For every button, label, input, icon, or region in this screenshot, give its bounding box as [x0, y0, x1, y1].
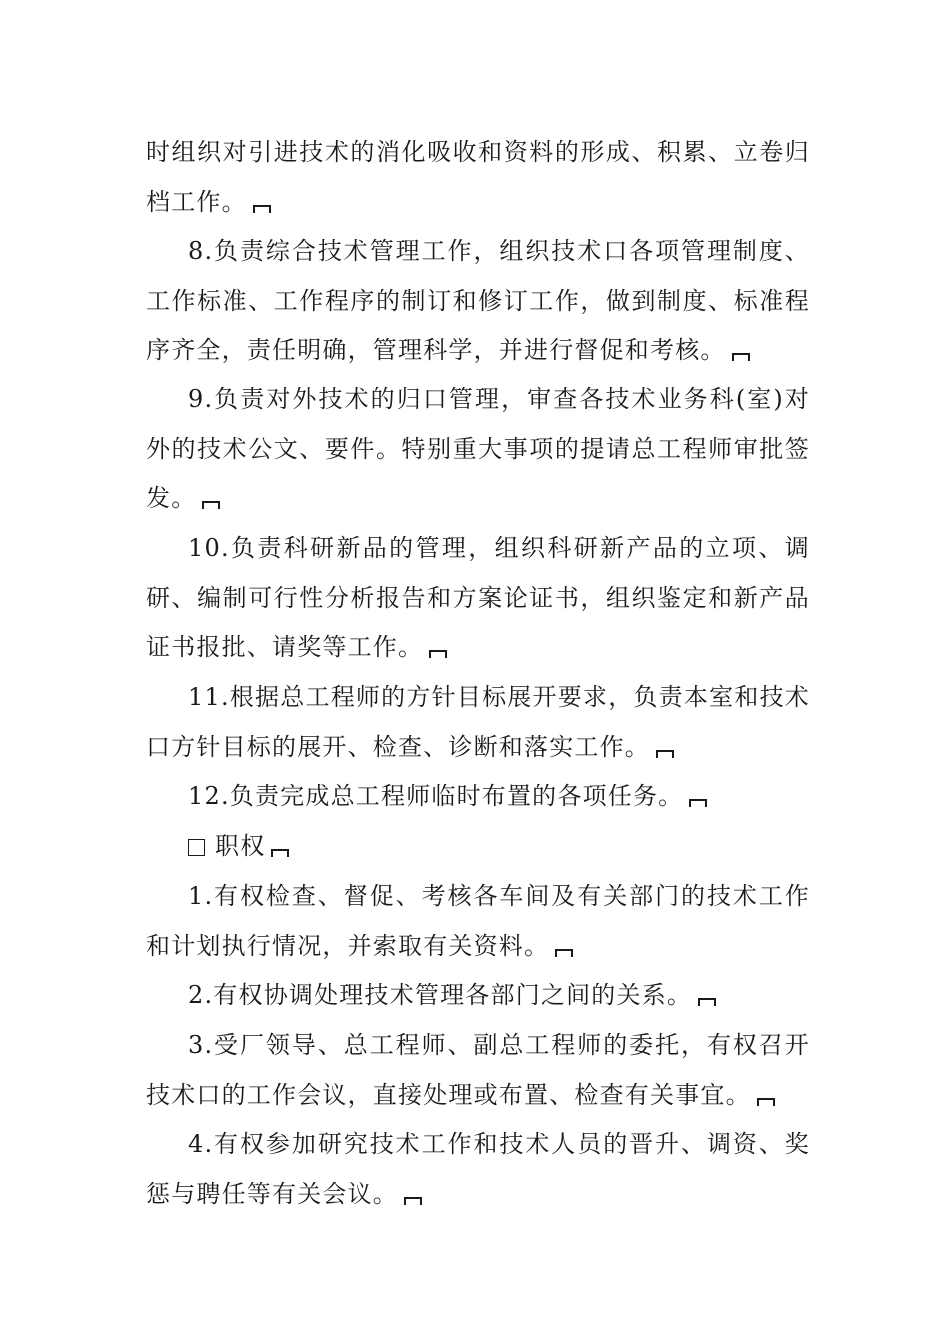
checkbox-icon	[188, 839, 205, 856]
paragraph-mark-icon	[202, 501, 220, 509]
paragraph-mark-icon	[689, 799, 707, 807]
paragraph-mark-icon	[271, 849, 289, 857]
paragraph-text: 8.负责综合技术管理工作，组织技术口各项管理制度、工作标准、工作程序的制订和修订工作，做到制度、标准程序齐全，责任明确，管理科学，并进行督促和考核。	[146, 237, 810, 364]
paragraph-item-8	[146, 227, 810, 376]
section-heading-text: 职权	[215, 832, 266, 860]
paragraph-item-9	[146, 375, 810, 524]
paragraph-mark-icon	[555, 949, 573, 957]
paragraph-mark-icon	[732, 353, 750, 361]
paragraph-mark-icon	[698, 998, 716, 1006]
paragraph-text: 3.受厂领导、总工程师、副总工程师的委托，有权召开技术口的工作会议，直接处理或布置、检查有关事宜。	[146, 1031, 810, 1109]
authority-item-4	[146, 1120, 810, 1219]
paragraph-mark-icon	[404, 1197, 422, 1205]
paragraph-item-11	[146, 673, 810, 772]
paragraph-text: 2.有权协调处理技术管理各部门之间的关系。	[188, 981, 693, 1009]
paragraph-item-10	[146, 524, 810, 673]
paragraph-mark-icon	[253, 205, 271, 213]
paragraph-continuation	[146, 128, 810, 227]
paragraph-text: 12.负责完成总工程师临时布置的各项任务。	[188, 782, 684, 810]
paragraph-text: 时组织对引进技术的消化吸收和资料的形成、积累、立卷归档工作。	[146, 138, 810, 216]
section-heading-authority	[146, 822, 810, 872]
paragraph-text: 1.有权检查、督促、考核各车间及有关部门的技术工作和计划执行情况，并索取有关资料。	[146, 882, 810, 960]
paragraph-text: 9.负责对外技术的归口管理，审查各技术业务科(室)对外的技术公文、要件。特别重大事项的提请总工程师审批签发。	[146, 385, 810, 512]
paragraph-mark-icon	[757, 1098, 775, 1106]
paragraph-text: 11.根据总工程师的方针目标展开要求，负责本室和技术口方针目标的展开、检查、诊断和落实工作。	[146, 683, 810, 761]
paragraph-text: 10.负责科研新品的管理，组织科研新产品的立项、调研、编制可行性分析报告和方案论证书，组织鉴定和新产品证书报批、请奖等工作。	[146, 534, 810, 661]
paragraph-text: 4.有权参加研究技术工作和技术人员的晋升、调资、奖惩与聘任等有关会议。	[146, 1130, 810, 1208]
authority-item-2	[146, 971, 810, 1021]
authority-item-1	[146, 872, 810, 971]
paragraph-mark-icon	[429, 650, 447, 658]
authority-item-3	[146, 1021, 810, 1120]
paragraph-mark-icon	[656, 750, 674, 758]
paragraph-item-12	[146, 772, 810, 822]
